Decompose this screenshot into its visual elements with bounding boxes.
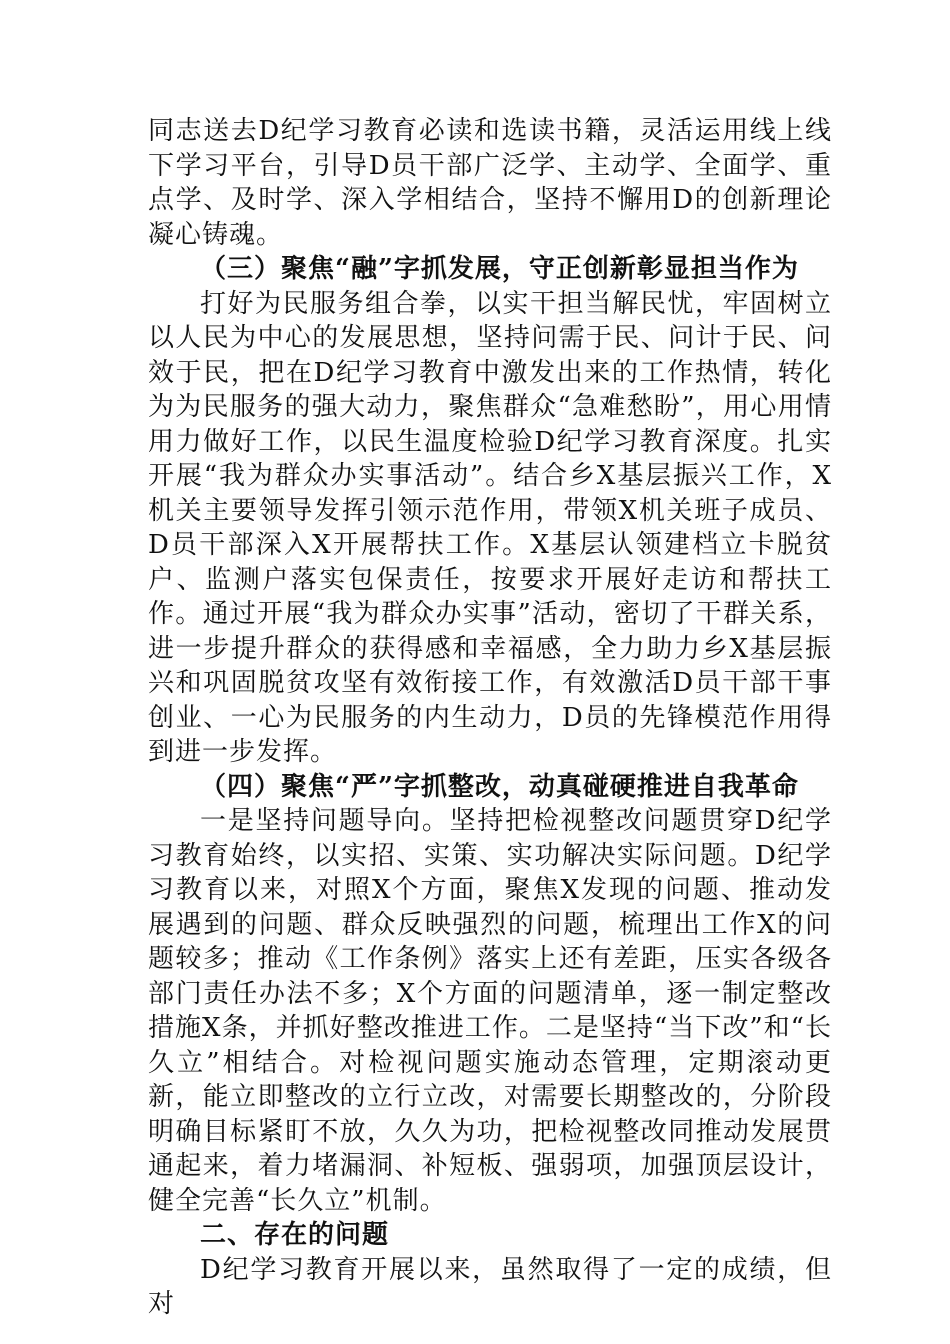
paragraph-continued: 同志送去D纪学习教育必读和选读书籍，灵活运用线上线下学习平台，引导D员干部广泛学、主动学、全面学、重点学、及时学、深入学相结合，坚持不懈用D的创新理论凝心铸魂。 [148, 116, 832, 250]
paragraph-service: 打好为民服务组合拳，以实干担当解民忧，牢固树立以人民为中心的发展思想，坚持问需于民、问计于民、问效于民，把在D纪学习教育中激发出来的工作热情，转化为为民服务的强大动力，聚焦群众“急难愁盼”，用心用情用力做好工作，以民生温度检验D纪学习教育深度。扎实开展“我为群众办实事活动”。结合乡X基层振兴工作，X机关主要领导发挥引领示范作用，带领X机关班子成员、D员干部深入X开展帮扶工作。X基层认领建档立卡脱贫户、监测户落实包保责任，按要求开展好走访和帮扶工作。通过开展“我为群众办实事”活动，密切了干群关系，进一步提升群众的获得感和幸福感，全力助力乡X基层振兴和巩固脱贫攻坚有效衔接工作，有效激活D员干部干事创业、一心为民服务的内生动力，D员的先锋模范作用得到进一步发挥。 [148, 288, 832, 767]
section-subheading-4: （四）聚焦“严”字抓整改，动真碰硬推进自我革命 [200, 771, 799, 802]
section-subheading-3: （三）聚焦“融”字抓发展，守正创新彰显担当作为 [200, 254, 799, 284]
document-body [148, 114, 832, 1322]
paragraph-rectification: 一是坚持问题导向。坚持把检视整改问题贯穿D纪学习教育始终，以实招、实策、实功解决实际问题。D纪学习教育以来，对照X个方面，聚焦X发现的问题、推动发展遇到的问题、群众反映强烈的问题，梳理出工作X的问题较多；推动《工作条例》落实上还有差距，压实各级各部门责任办法不多；X个方面的问题清单，逐一制定整改措施X条，并抓好整改推进工作。二是坚持“当下改”和“长久立”相结合。对检视问题实施动态管理，定期滚动更新，能立即整改的立行立改，对需要长期整改的，分阶段明确目标紧盯不放，久久为功，把检视整改同推动发展贯通起来，着力堵漏洞、补短板、强弱项，加强顶层设计，健全完善“长久立”机制。 [148, 806, 832, 1216]
section-heading-problems: 二、存在的问题 [200, 1220, 390, 1250]
paragraph-problems-intro: D纪学习教育开展以来，虽然取得了一定的成绩，但对 [148, 1254, 832, 1319]
